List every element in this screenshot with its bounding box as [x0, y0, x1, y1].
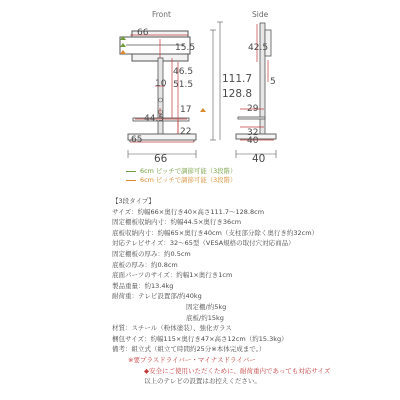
spec-base-parts: 底面パーツのサイズ：約幅1×奥行き1cm: [112, 271, 233, 280]
dim-front-51-5: 51.5: [173, 80, 194, 90]
spec-section-title: 【3段タイプ】: [112, 197, 155, 205]
dim-front-22: 22: [180, 127, 192, 137]
spec-fixed-shelf: 固定棚板収納内寸：約幅44.5×奥行き36cm: [112, 218, 242, 227]
dim-front-10: 10: [155, 79, 167, 89]
spec-fixed-thickness: 固定棚板の厚み：約0.5cm: [112, 249, 191, 258]
dim-front-17: 17: [180, 105, 192, 115]
spec-base-shelf: 底板収納内寸：約幅65×奥行き40cm（支柱部分除く奥行き約32cm）: [112, 228, 319, 237]
legend-text-orange: 6cm ピッチで調節可能（3段階）: [140, 176, 237, 184]
dim-side-40-small: 40: [247, 136, 259, 146]
dim-height-128-8: 128.8: [222, 88, 253, 100]
spec-list: [112, 196, 397, 387]
legend-text-green: 6cm ピッチで調節可能（3段階）: [140, 167, 237, 175]
side-view-label: Side: [252, 10, 269, 19]
spec-load-tv: 耐荷重：テレビ設置部/約40kg: [112, 292, 202, 301]
dim-front-15-5: 15.5: [175, 43, 196, 53]
dim-front-66-bottom: 66: [154, 153, 168, 165]
spec-load-fixed: 固定棚/約5kg: [186, 302, 227, 311]
spec-base-thickness: 底板の厚み：約0.8cm: [112, 260, 178, 269]
front-view-label: Front: [152, 10, 171, 19]
spec-safety-note-cont: 以上のテレビの設置はお控えください。: [144, 377, 261, 386]
spec-weight: 製品重量：約13.4kg: [112, 281, 174, 290]
dim-front-46-5: 46.5: [173, 67, 194, 77]
dim-side-40-bottom: 40: [252, 153, 266, 165]
dim-side-5: 5: [270, 77, 276, 87]
spec-package: 梱包サイズ：約幅115×奥行き47×高さ12cm（約15.3kg）: [112, 334, 288, 343]
spec-material: 材質：スチール（粉体塗装）、強化ガラス: [112, 324, 232, 333]
dim-side-29: 29: [247, 104, 259, 114]
legend-swatch-orange: [126, 180, 136, 181]
spec-load-base: 底板/約15kg: [186, 313, 224, 322]
dim-side-42-5: 42.5: [248, 43, 269, 53]
dim-height-111-7: 111.7: [222, 73, 253, 85]
spec-tv-size: 対応テレビサイズ：32～65型（VESA規格の取付穴対応商品）: [112, 239, 295, 248]
spec-safety-note: ◆安全にご使用いただくために、耐荷重内であっても対応サイズ: [144, 366, 331, 375]
legend-swatch-green: [126, 171, 136, 172]
dim-front-44-5: 44.5: [144, 114, 165, 124]
dim-side-32: 32: [247, 128, 259, 138]
dim-front-66-top: 66: [137, 28, 149, 38]
legend-item-green: [126, 167, 236, 176]
dim-front-65: 65: [131, 135, 143, 145]
spec-size: サイズ：約幅66×奥行き40×高さ111.7～128.8cm: [112, 207, 265, 216]
spec-tools-note: ※要プラスドライバー・マイナスドライバー: [128, 355, 256, 364]
legend-item-orange: [126, 176, 236, 185]
spec-remarks: 備考：組立式（組立て時間約25分※本体完成まで。）: [112, 345, 266, 354]
